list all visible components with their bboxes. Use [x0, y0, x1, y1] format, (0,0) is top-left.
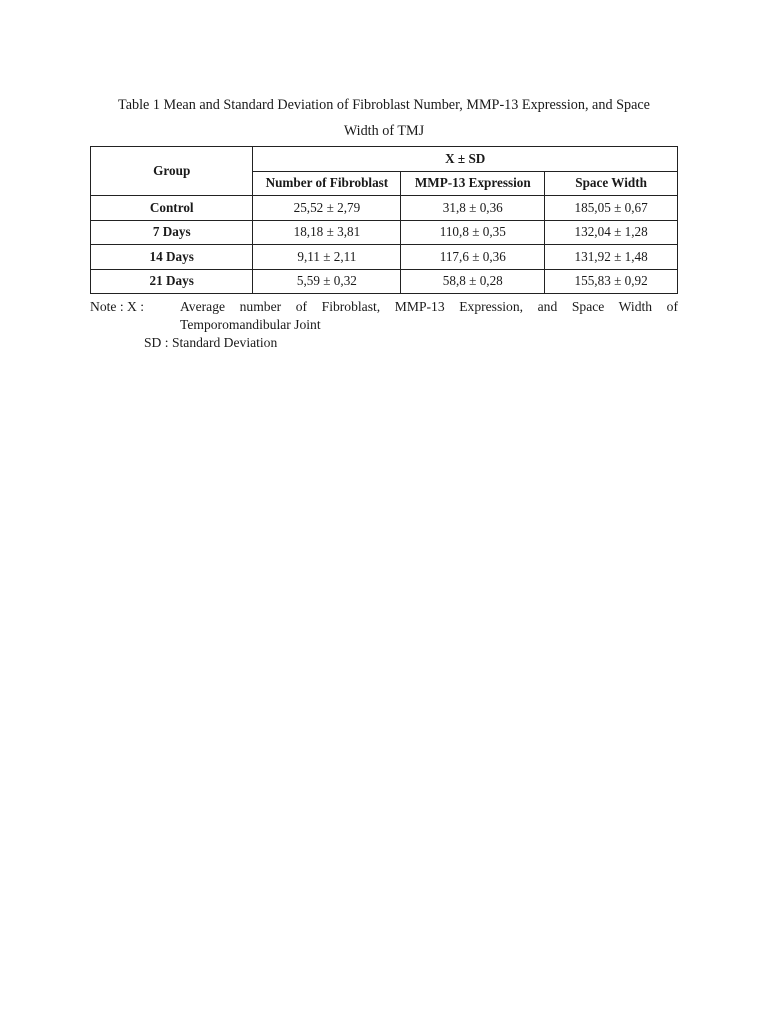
table-row: [91, 220, 678, 245]
space-width-value: 131,92 ± 1,48: [545, 245, 678, 270]
fibroblast-value: 18,18 ± 3,81: [253, 220, 401, 245]
table-row: [91, 196, 678, 221]
space-width-value: 155,83 ± 0,92: [545, 269, 678, 294]
note-x-definition-continued: Temporomandibular Joint: [180, 317, 321, 332]
table-header-row: [91, 147, 678, 172]
space-width-value: 185,05 ± 0,67: [545, 196, 678, 221]
column-header-fibroblast: Number of Fibroblast: [253, 171, 401, 196]
note-lead: Note : X :: [90, 299, 144, 314]
column-header-space-width: Space Width: [545, 171, 678, 196]
caption-line-1: Table 1 Mean and Standard Deviation of Fibroblast Number, MMP-13 Expression, and Space: [118, 97, 650, 113]
table-row: [91, 269, 678, 294]
mmp13-value: 117,6 ± 0,36: [401, 245, 545, 270]
space-width-value: 132,04 ± 1,28: [545, 220, 678, 245]
group-label: Control: [91, 196, 253, 221]
results-table: [90, 146, 678, 294]
mean-sd-header: X ± SD: [253, 147, 678, 172]
table-note: [90, 298, 678, 352]
fibroblast-value: 25,52 ± 2,79: [253, 196, 401, 221]
note-sd-definition: SD : Standard Deviation: [144, 335, 278, 350]
fibroblast-value: 5,59 ± 0,32: [253, 269, 401, 294]
group-label: 21 Days: [91, 269, 253, 294]
group-label: 7 Days: [91, 220, 253, 245]
mmp13-value: 58,8 ± 0,28: [401, 269, 545, 294]
fibroblast-value: 9,11 ± 2,11: [253, 245, 401, 270]
table-caption: [90, 92, 678, 144]
column-header-mmp13: MMP-13 Expression: [401, 171, 545, 196]
mmp13-value: 110,8 ± 0,35: [401, 220, 545, 245]
table-row: [91, 245, 678, 270]
group-header: Group: [91, 147, 253, 196]
mmp13-value: 31,8 ± 0,36: [401, 196, 545, 221]
note-x-definition: Average number of Fibroblast, MMP-13 Expression, and Space Width of: [180, 299, 678, 314]
caption-line-2: Width of TMJ: [343, 123, 425, 139]
group-label: 14 Days: [91, 245, 253, 270]
